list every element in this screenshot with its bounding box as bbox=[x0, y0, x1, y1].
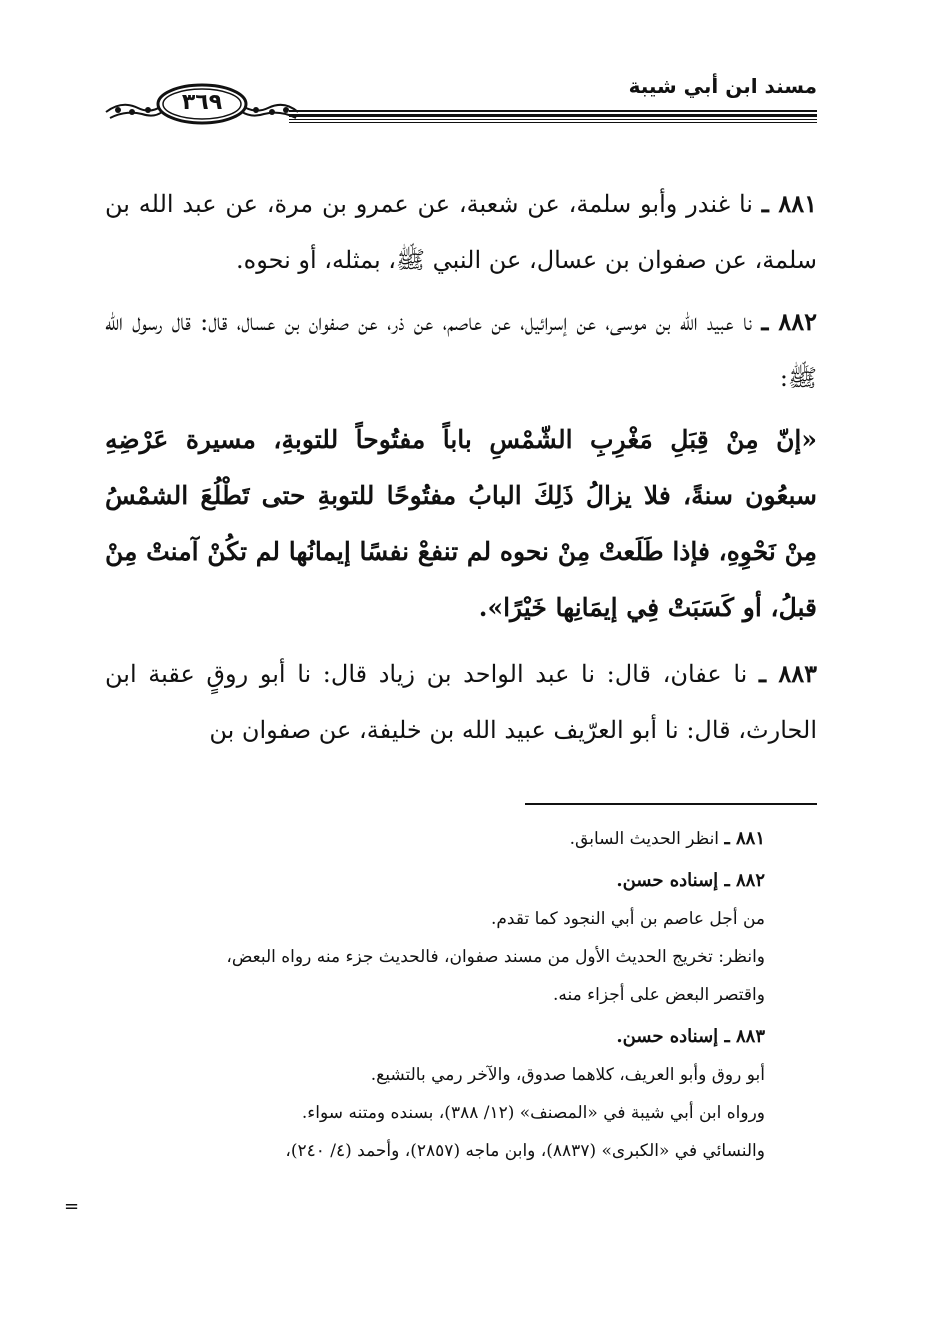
footnote-number: ٨٨١ ـ bbox=[724, 828, 765, 849]
footnote-line: واقتصر البعض على أجزاء منه. bbox=[552, 985, 765, 1005]
hadith-882 bbox=[105, 294, 817, 406]
page-number: ٣٦٩ bbox=[181, 90, 223, 115]
footnote-line: أبو روق وأبو العريف، كلاهما صدوق، والآخر رمي بالتشيع. bbox=[370, 1065, 765, 1085]
footnote-882 bbox=[105, 862, 765, 1014]
footnote-883 bbox=[105, 1018, 765, 1170]
continuation-mark: = bbox=[64, 1196, 80, 1217]
hadith-text: نا عفان، قال: نا عبد الواحد بن زياد قال: نا أبو روقٍ عقبة ابن الحارث، قال: نا أبو العرّيف عبيد الله بن خليفة، عن صفوان بن bbox=[105, 660, 817, 744]
footnote-line: وانظر: تخريج الحديث الأول من مسند صفوان، فالحديث جزء منه رواه البعض، bbox=[226, 947, 765, 967]
prophetic-quote: «إنّ مِنْ قِبَلِ مَغْرِبِ الشّمْسِ باباً مفتُوحاً للتوبةِ، مسيرة عَرْضِهِ سبعُون سنةً، فلا يزالُ ذَلِكَ البابُ مفتُوحًا للتوبةِ حتى تَطْلُعَ الشمْسُ مِنْ نَحْوِهِ، فإذا طَلَعتْ مِنْ نحوه لم تنفعْ نفسًا إيمانُها لم تكُنْ آمنتْ مِنْ قبلُ، أو كَسَبَتْ فِي إيمَانِها خَيْرًا». bbox=[105, 425, 817, 622]
footnotes bbox=[105, 820, 765, 1174]
hadith-number: ٨٨٢ ـ bbox=[761, 307, 817, 336]
footnote-heading: ٨٨٢ ـ إسناده حسن. bbox=[616, 870, 765, 891]
hadith-883 bbox=[105, 646, 817, 758]
footnote-line: والنسائي في «الكبرى» (٨٨٣٧)، وابن ماجه (٢٨٥٧)، وأحمد (٤/ ٢٤٠)، bbox=[285, 1141, 765, 1161]
footnote-separator bbox=[525, 803, 817, 805]
hadith-text: نا غندر وأبو سلمة، عن شعبة، عن عمرو بن مرة، عن عبد الله بن سلمة، عن صفوان بن عسال، عن النبي ﷺ، بمثله، أو نحوه. bbox=[105, 190, 817, 274]
hadith-number: ٨٨٣ ـ bbox=[758, 659, 817, 688]
footnote-text: انظر الحديث السابق. bbox=[569, 829, 720, 849]
hadith-881 bbox=[105, 176, 817, 288]
header-double-rule bbox=[289, 110, 817, 124]
main-text bbox=[105, 176, 817, 764]
footnote-line: من أجل عاصم بن أبي النجود كما تقدم. bbox=[491, 909, 765, 929]
hadith-text: نا عبيد الله بن موسى، عن إسرائيل، عن عاصم، عن ذر، عن صفوان بن عسال، قال: قال رسول الله ﷺ: bbox=[105, 308, 817, 392]
footnote-881 bbox=[105, 820, 765, 858]
footnote-heading: ٨٨٣ ـ إسناده حسن. bbox=[616, 1026, 765, 1047]
running-header-title: مسند ابن أبي شيبة bbox=[628, 74, 817, 98]
hadith-number: ٨٨١ ـ bbox=[761, 189, 818, 218]
footnote-line: ورواه ابن أبي شيبة في «المصنف» (١٢/ ٣٨٨)، بسنده ومتنه سواء. bbox=[301, 1103, 765, 1123]
